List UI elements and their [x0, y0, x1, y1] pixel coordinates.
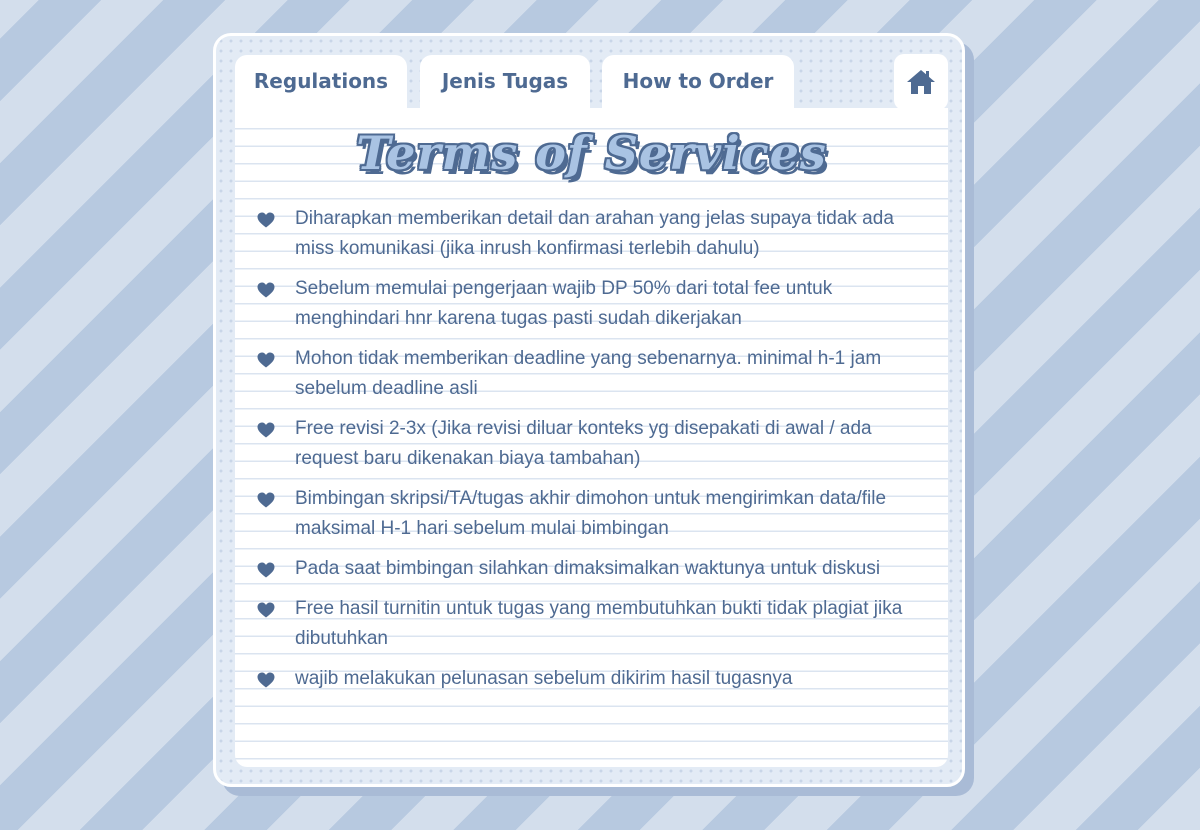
heart-icon [257, 422, 275, 438]
tab-label: Jenis Tugas [441, 69, 569, 93]
notebook-paper [235, 108, 948, 767]
tab-label: Regulations [253, 69, 389, 93]
terms-item [235, 594, 935, 654]
heart-icon [257, 672, 275, 688]
terms-item-text: Pada saat bimbingan silahkan dimaksimalkan waktunya untuk diskusi [295, 558, 881, 579]
heart-icon [257, 282, 275, 298]
terms-item [235, 484, 935, 544]
terms-item [235, 664, 935, 694]
terms-item-text: Free revisi 2-3x (Jika revisi diluar konteks yg disepakati di awal / ada request baru dikenakan biaya tambahan) [295, 418, 872, 469]
terms-item-text: Bimbingan skripsi/TA/tugas akhir dimohon untuk mengirimkan data/file maksimal H-1 hari sebelum mulai bimbingan [295, 488, 887, 539]
terms-item-text: Free hasil turnitin untuk tugas yang membutuhkan bukti tidak plagiat jika dibutuhkan [295, 598, 903, 649]
tab-how-to-order[interactable] [602, 55, 794, 111]
terms-item-text: Sebelum memulai pengerjaan wajib DP 50% dari total fee untuk menghindari hnr karena tugas pasti sudah dikerjakan [295, 278, 833, 329]
terms-card [213, 33, 965, 787]
tab-jenis-tugas[interactable] [420, 55, 590, 111]
terms-list [235, 204, 935, 704]
tab-regulations[interactable] [235, 55, 407, 111]
heart-icon [257, 352, 275, 368]
heart-icon [257, 562, 275, 578]
terms-item-text: Diharapkan memberikan detail dan arahan yang jelas supaya tidak ada miss komunikasi (jika inrush konfirmasi terlebih dahulu) [295, 208, 894, 259]
heart-icon [257, 492, 275, 508]
terms-item [235, 414, 935, 474]
home-icon [906, 68, 936, 96]
terms-item-text: wajib melakukan pelunasan sebelum dikirim hasil tugasnya [295, 668, 793, 689]
terms-item [235, 274, 935, 334]
terms-item [235, 344, 935, 404]
home-button[interactable] [894, 54, 948, 110]
heart-icon [257, 212, 275, 228]
terms-item [235, 554, 935, 584]
heart-icon [257, 602, 275, 618]
terms-item [235, 204, 935, 264]
terms-item-text: Mohon tidak memberikan deadline yang sebenarnya. minimal h-1 jam sebelum deadline asli [295, 348, 882, 399]
tab-label: How to Order [622, 69, 774, 93]
page-title: Terms of Services [356, 126, 827, 180]
